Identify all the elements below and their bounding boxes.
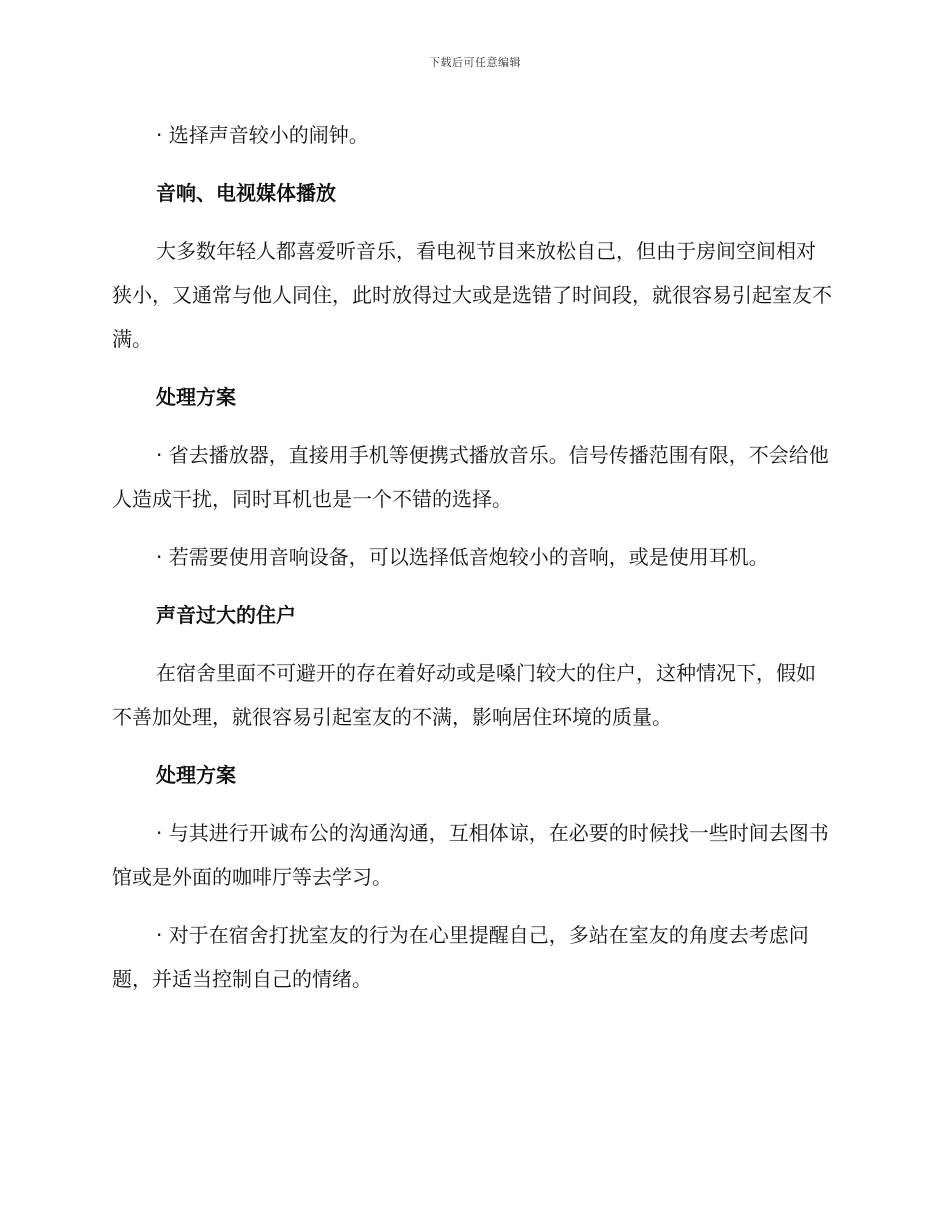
spacer — [112, 739, 834, 753]
section-heading-loud-residents: 声音过大的住户 — [156, 603, 296, 627]
bullet-self-control: · 对于在宿舍打扰室友的行为在心里提醒自己，多站在室友的角度去考虑问题，并适当控制自己的情绪。 — [112, 923, 809, 991]
spacer — [112, 521, 834, 535]
page-header: 下载后可任意编辑 — [429, 56, 521, 69]
spacer — [112, 419, 834, 433]
paragraph-media: 大多数年轻人都喜爱听音乐，看电视节目来放松自己，但由于房间空间相对狭小，又通常与他人同住，此时放得过大或是选错了时间段，就很容易引起室友不满。 — [112, 239, 832, 351]
bullet-communication: · 与其进行开诚布公的沟通沟通，互相体谅，在必要的时候找一些时间去图书馆或是外面的咖啡厅等去学习。 — [112, 821, 829, 889]
spacer — [112, 637, 834, 651]
bullet-quiet-alarm: · 选择声音较小的闹钟。 — [156, 123, 369, 147]
spacer — [112, 797, 834, 811]
bullet-speaker-choice: · 若需要使用音响设备，可以选择低音炮较小的音响，或是使用耳机。 — [156, 545, 769, 569]
section-heading-solution-1: 处理方案 — [156, 385, 236, 409]
section-heading-media: 音响、电视媒体播放 — [156, 181, 336, 205]
spacer — [112, 215, 834, 229]
paragraph-loud-residents: 在宿舍里面不可避开的存在着好动或是嗓门较大的住户，这种情况下，假如不善加处理，就很容易引起室友的不满，影响居住环境的质量。 — [112, 661, 816, 729]
section-heading-solution-2: 处理方案 — [156, 763, 236, 787]
spacer — [112, 579, 834, 593]
document-body — [112, 113, 834, 1001]
bullet-portable-player: · 省去播放器，直接用手机等便携式播放音乐。信号传播范围有限，不会给他人造成干扰，同时耳机也是一个不错的选择。 — [112, 443, 829, 511]
spacer — [112, 157, 834, 171]
spacer — [112, 361, 834, 375]
spacer — [112, 899, 834, 913]
